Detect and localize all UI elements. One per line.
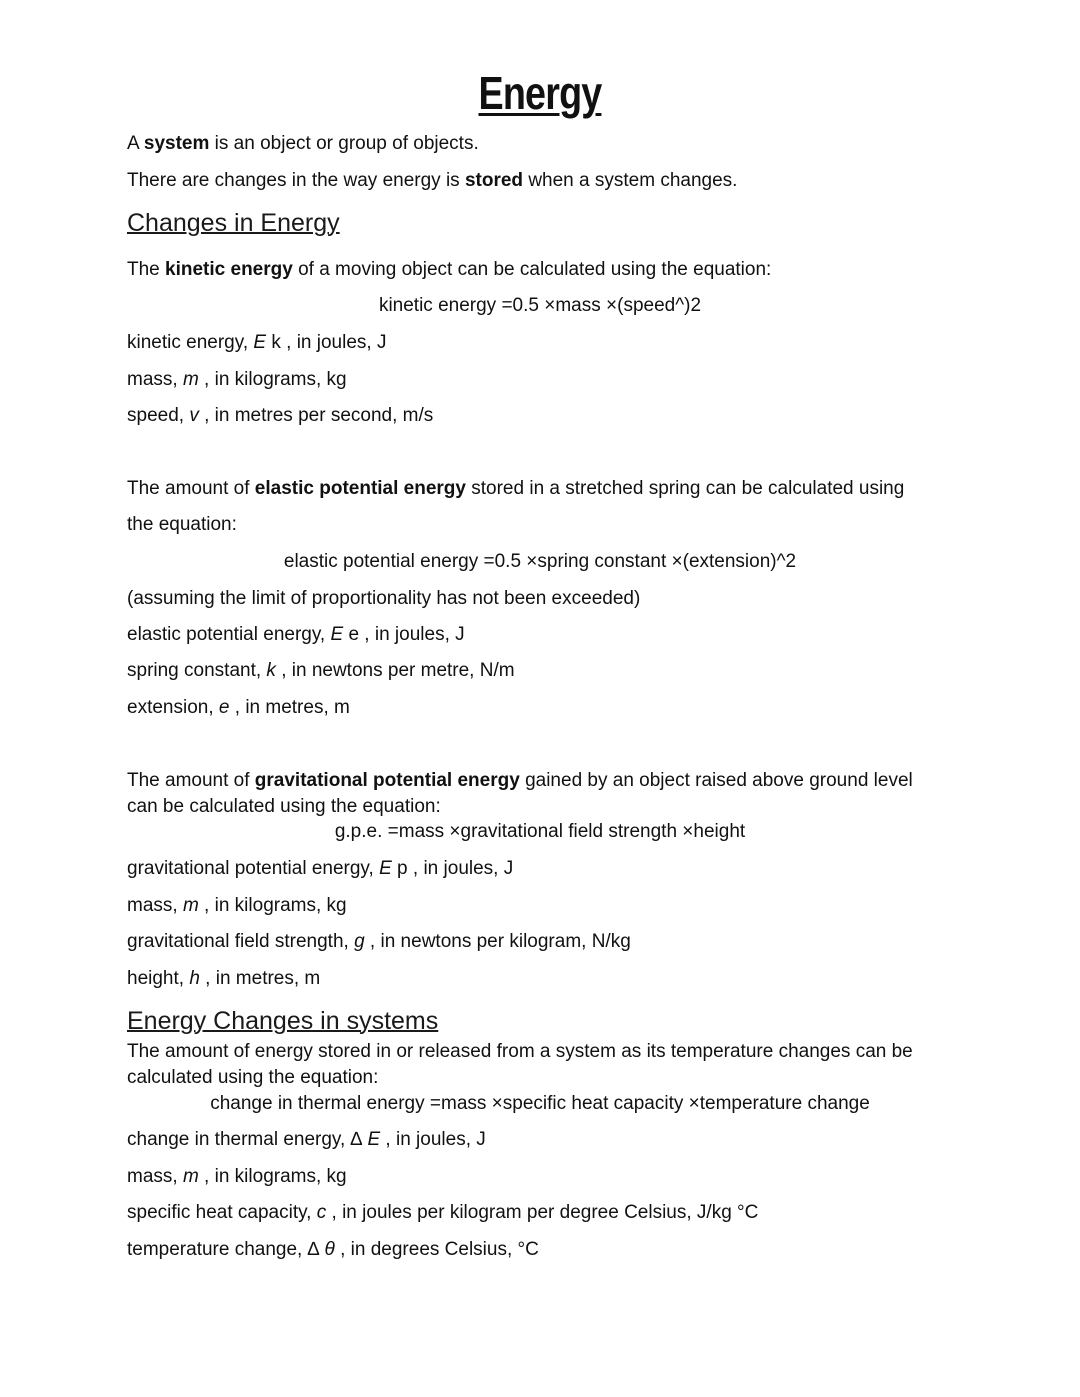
text-segment: , in kilograms, kg bbox=[198, 1166, 347, 1187]
thermal-intro bbox=[127, 1041, 913, 1063]
text-segment: g.p.e. =mass ×gravitational field strength ×height bbox=[334, 821, 746, 842]
text-segment: p , in joules, J bbox=[391, 858, 514, 879]
text-segment: change in thermal energy, ∆ bbox=[127, 1129, 368, 1150]
text-segment: the equation: bbox=[127, 514, 237, 535]
variable-field-strength bbox=[127, 931, 631, 953]
thermal-equation bbox=[0, 1093, 1080, 1115]
text-segment: mass, bbox=[127, 369, 183, 390]
elastic-assumption bbox=[127, 588, 640, 610]
bold-term: elastic potential energy bbox=[254, 478, 466, 499]
text-segment: , in metres, m bbox=[229, 697, 350, 718]
text-segment: Changes in Energy bbox=[127, 209, 340, 237]
variable-height bbox=[127, 968, 320, 990]
text-segment: The amount of energy stored in or released from a system as its temperature changes can be bbox=[127, 1041, 913, 1062]
text-segment: gravitational field strength, bbox=[127, 931, 355, 952]
text-segment: calculated using the equation: bbox=[127, 1067, 379, 1088]
variable-speed bbox=[127, 405, 433, 427]
text-segment: elastic potential energy =0.5 ×spring constant ×(extension)^2 bbox=[283, 551, 797, 572]
variable-extension bbox=[127, 697, 350, 719]
variable-thermal-energy bbox=[127, 1129, 486, 1151]
elastic-equation bbox=[0, 551, 1080, 573]
text-segment: A bbox=[127, 133, 144, 154]
text-segment: , in metres per second, m/s bbox=[198, 405, 434, 426]
text-segment: spring constant, bbox=[127, 660, 267, 681]
text-segment: of a moving object can be calculated using the equation: bbox=[292, 259, 772, 280]
page-title bbox=[0, 66, 1080, 120]
text-segment: k , in joules, J bbox=[266, 332, 387, 353]
variable-temperature-change bbox=[127, 1239, 539, 1261]
text-segment: mass, bbox=[127, 1166, 183, 1187]
symbol: h bbox=[189, 968, 200, 989]
text-segment: kinetic energy, bbox=[127, 332, 254, 353]
system-definition bbox=[127, 133, 479, 155]
text-segment: There are changes in the way energy is bbox=[127, 170, 465, 191]
text-segment: specific heat capacity, bbox=[127, 1202, 317, 1223]
variable-kinetic-energy bbox=[127, 332, 386, 354]
energy-stored-text bbox=[127, 170, 737, 192]
text-segment: The bbox=[127, 259, 166, 280]
symbol: c bbox=[316, 1202, 327, 1223]
bold-term: stored bbox=[464, 170, 524, 191]
text-segment: Energy Changes in systems bbox=[127, 1007, 439, 1035]
text-segment: gained by an object raised above ground level bbox=[519, 770, 913, 791]
variable-specific-heat bbox=[127, 1202, 758, 1224]
symbol: E bbox=[379, 858, 392, 879]
text-segment: speed, bbox=[127, 405, 190, 426]
heading-changes-in-energy bbox=[127, 208, 340, 238]
symbol: m bbox=[182, 895, 199, 916]
bold-term: kinetic energy bbox=[165, 259, 293, 280]
symbol: m bbox=[182, 369, 199, 390]
gpe-intro-cont bbox=[127, 796, 441, 818]
gpe-intro bbox=[127, 770, 913, 792]
text-segment: extension, bbox=[127, 697, 219, 718]
text-segment: (assuming the limit of proportionality has not been exceeded) bbox=[127, 588, 641, 609]
text-segment: The amount of bbox=[127, 478, 255, 499]
symbol: m bbox=[182, 1166, 199, 1187]
variable-mass bbox=[127, 369, 347, 391]
bold-term: gravitational potential energy bbox=[254, 770, 520, 791]
variable-mass-2 bbox=[127, 895, 347, 917]
text-segment: , in kilograms, kg bbox=[198, 369, 347, 390]
thermal-intro-cont bbox=[127, 1067, 378, 1089]
bold-term: system bbox=[143, 133, 210, 154]
heading-energy-changes-in-systems bbox=[127, 1006, 438, 1036]
text-segment: , in newtons per kilogram, N/kg bbox=[364, 931, 631, 952]
kinetic-equation bbox=[0, 295, 1080, 317]
text-segment: , in joules per kilogram per degree Celsius, J/kg °C bbox=[326, 1202, 759, 1223]
symbol: E bbox=[253, 332, 267, 353]
text-segment: , in metres, m bbox=[199, 968, 321, 989]
text-segment: when a system changes. bbox=[523, 170, 738, 191]
text-segment: , in newtons per metre, N/m bbox=[275, 660, 515, 681]
variable-mass-3 bbox=[127, 1166, 347, 1188]
text-segment: , in degrees Celsius, °C bbox=[334, 1239, 539, 1260]
text-segment: The amount of bbox=[127, 770, 255, 791]
kinetic-intro bbox=[127, 259, 771, 281]
text-segment: change in thermal energy =mass ×specific heat capacity ×temperature change bbox=[210, 1093, 870, 1114]
variable-gpe bbox=[127, 858, 513, 880]
text-segment: temperature change, ∆ bbox=[127, 1239, 325, 1260]
symbol: θ bbox=[324, 1239, 335, 1260]
symbol: E bbox=[367, 1129, 381, 1150]
text-segment: can be calculated using the equation: bbox=[127, 796, 441, 817]
symbol: e bbox=[218, 697, 230, 718]
elastic-intro bbox=[127, 478, 904, 500]
text-segment: elastic potential energy, bbox=[127, 624, 331, 645]
symbol: v bbox=[189, 405, 199, 426]
gpe-equation bbox=[0, 821, 1080, 843]
text-segment: gravitational potential energy, bbox=[127, 858, 380, 879]
text-segment: mass, bbox=[127, 895, 183, 916]
symbol: E bbox=[330, 624, 344, 645]
title-text: Energy bbox=[478, 67, 602, 119]
text-segment: height, bbox=[127, 968, 190, 989]
variable-elastic-energy bbox=[127, 624, 465, 646]
elastic-intro-cont bbox=[127, 514, 237, 536]
symbol: g bbox=[354, 931, 365, 952]
variable-spring-constant bbox=[127, 660, 515, 682]
text-segment: , in joules, J bbox=[380, 1129, 486, 1150]
text-segment: , in kilograms, kg bbox=[198, 895, 347, 916]
symbol: k bbox=[266, 660, 276, 681]
text-segment: e , in joules, J bbox=[343, 624, 465, 645]
text-segment: kinetic energy =0.5 ×mass ×(speed^)2 bbox=[378, 295, 702, 316]
text-segment: is an object or group of objects. bbox=[209, 133, 479, 154]
text-segment: stored in a stretched spring can be calculated using bbox=[465, 478, 905, 499]
